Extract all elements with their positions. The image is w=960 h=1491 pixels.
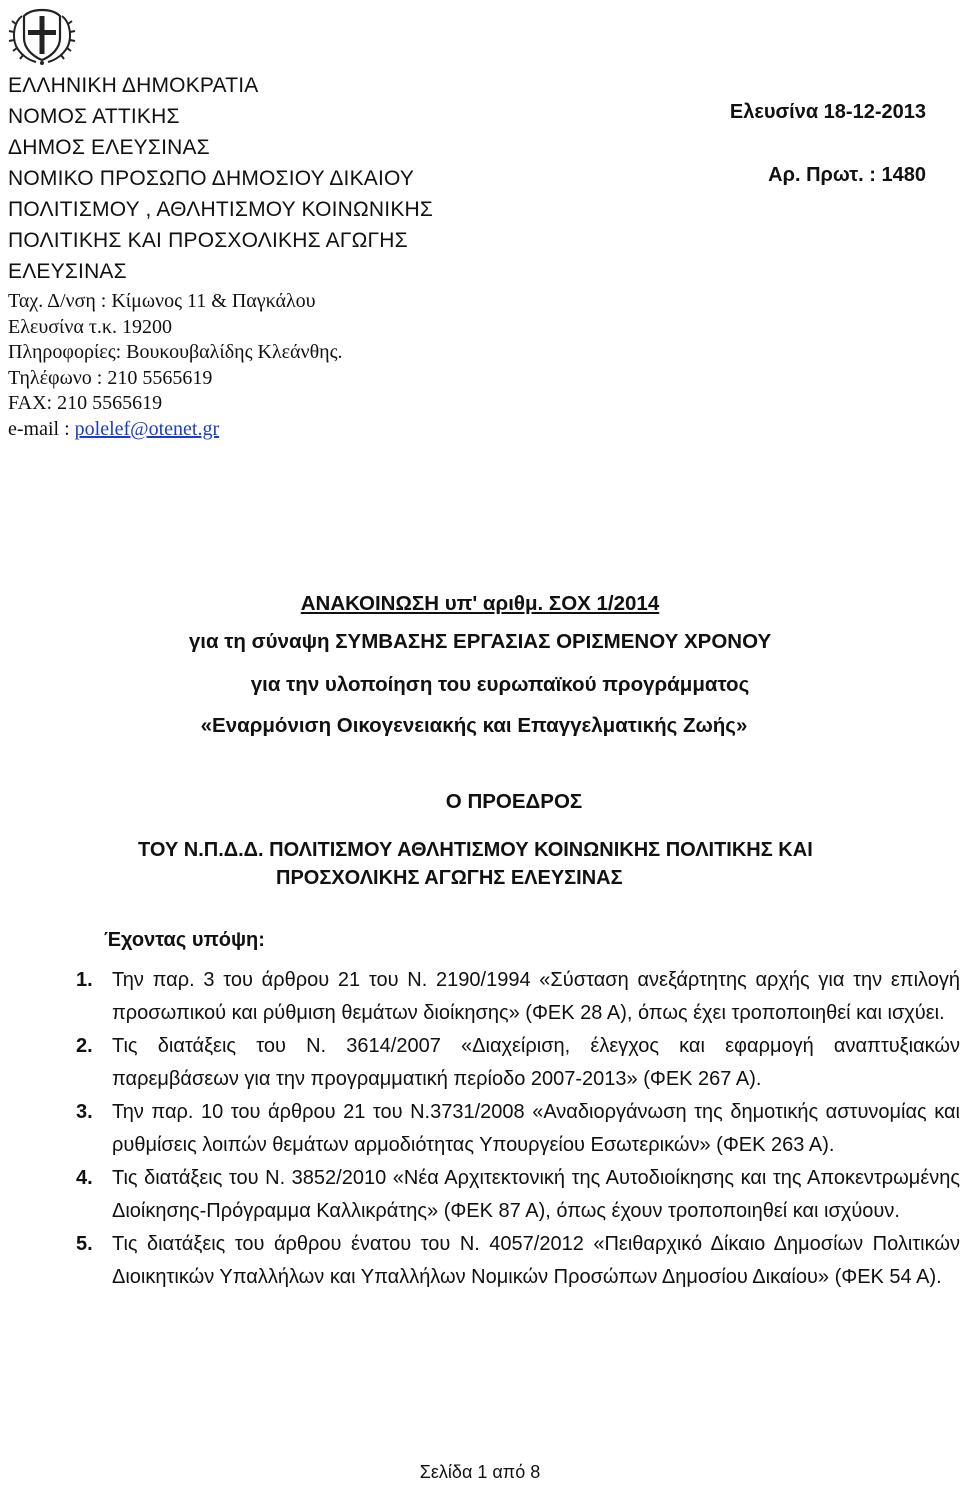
email-label: e-mail : bbox=[8, 417, 75, 440]
item-number: 3. bbox=[76, 1101, 93, 1123]
list-item bbox=[76, 1162, 960, 1227]
greek-coat-of-arms-icon bbox=[6, 2, 78, 66]
list-item bbox=[76, 1096, 960, 1161]
item-number: 2. bbox=[76, 1035, 93, 1057]
phone-line: Τηλέφωνο : 210 5565619 bbox=[8, 366, 213, 389]
contact-details bbox=[8, 289, 628, 442]
issuer-body bbox=[138, 836, 813, 892]
announcement-title: ΑΝΑΚΟΙΝΩΣΗ υπ' αριθμ. ΣΟΧ 1/2014 bbox=[300, 592, 660, 615]
email-line bbox=[8, 417, 628, 443]
address-line: Ελευσίνα τ.κ. 19200 bbox=[8, 315, 173, 338]
header-line: ΝΟΜΙΚΟ ΠΡΟΣΩΠΟ ΔΗΜΟΣΙΟΥ ΔΙΚΑΙΟΥ bbox=[8, 167, 415, 190]
item-number: 5. bbox=[76, 1233, 93, 1255]
considering-heading: Έχοντας υπόψη: bbox=[104, 929, 265, 951]
item-number: 1. bbox=[76, 969, 93, 991]
item-text: Την παρ. 10 του άρθρου 21 του Ν.3731/2008 «Αναδιοργάνωση της δημοτικής αστυνομίας και ρυθμίσεις λοιπών θεμάτων αρμοδιότητας Υπουργείου Εσωτερικών» (ΦΕΚ 263 Α). bbox=[112, 1101, 960, 1156]
address-line: Ταχ. Δ/νση : Κίμωνος 11 & Παγκάλου bbox=[8, 290, 316, 312]
fax-line: FAX: 210 5565619 bbox=[8, 392, 163, 414]
announcement-program-line: για την υλοποίηση του ευρωπαϊκού προγράμματος bbox=[250, 673, 750, 696]
item-number: 4. bbox=[76, 1167, 93, 1189]
header-line: ΠΟΛΙΤΙΣΜΟΥ , ΑΘΛΗΤΙΣΜΟΥ ΚΟΙΝΩΝΙΚΗΣ bbox=[8, 198, 434, 221]
program-name: «Εναρμόνιση Οικογενειακής και Επαγγελματικής Ζωής» bbox=[200, 714, 748, 737]
email-link[interactable]: polelef@otenet.gr bbox=[74, 417, 220, 440]
item-text: Την παρ. 3 του άρθρου 21 του Ν. 2190/1994 «Σύσταση ανεξάρτητης αρχής για την επιλογή προσωπικού και ρύθμιση θεμάτων διοίκησης» (ΦΕΚ 28 Α), όπως έχει τροποποιηθεί και ισχύει. bbox=[112, 969, 960, 1024]
issuer-title: Ο ΠΡΟΕΔΡΟΣ bbox=[445, 790, 583, 813]
header-line: ΝΟΜΟΣ ΑΤΤΙΚΗΣ bbox=[8, 105, 180, 128]
issuer-line: ΠΡΟΣΧΟΛΙΚΗΣ ΑΓΩΓΗΣ ΕΛΕΥΣΙΝΑΣ bbox=[276, 867, 623, 889]
issuing-authority-block bbox=[8, 70, 628, 442]
list-item bbox=[76, 964, 960, 1029]
header-line: ΔΗΜΟΣ ΕΛΕΥΣΙΝΑΣ bbox=[8, 136, 210, 159]
item-text: Τις διατάξεις του Ν. 3614/2007 «Διαχείριση, έλεγχος και εφαρμογή αναπτυξιακών παρεμβάσεων για την προγραμματική περίοδο 2007-2013» (ΦΕΚ 267 Α). bbox=[112, 1035, 960, 1090]
list-item bbox=[76, 1228, 960, 1293]
announcement-subtitle: για τη σύναψη ΣΥΜΒΑΣΗΣ ΕΡΓΑΣΙΑΣ ΟΡΙΣΜΕΝΟΥ ΧΡΟΝΟΥ bbox=[188, 630, 772, 653]
item-text: Τις διατάξεις του Ν. 3852/2010 «Νέα Αρχιτεκτονική της Αυτοδιοίκησης και της Αποκεντρωμένης Διοίκησης-Πρόγραμμα Καλλικράτης» (ΦΕΚ 87 Α), όπως έχουν τροποποιηθεί και ισχύουν. bbox=[112, 1167, 960, 1222]
legal-basis-list bbox=[76, 964, 960, 1294]
page-number: Σελίδα 1 από 8 bbox=[419, 1462, 541, 1482]
issuer-line: ΤΟΥ Ν.Π.Δ.Δ. ΠΟΛΙΤΙΣΜΟΥ ΑΘΛΗΤΙΣΜΟΥ ΚΟΙΝΩΝΙΚΗΣ ΠΟΛΙΤΙΚΗΣ ΚΑΙ bbox=[138, 839, 813, 861]
header-line: ΕΛΛΗΝΙΚΗ ΔΗΜΟΚΡΑΤΙΑ bbox=[8, 74, 259, 97]
item-text: Τις διατάξεις του άρθρου ένατου του Ν. 4057/2012 «Πειθαρχικό Δίκαιο Δημοσίων Πολιτικών Διοικητικών Υπαλλήλων και Υπαλλήλων Νομικών Προσώπων Δημοσίου Δικαίου» (ΦΕΚ 54 Α). bbox=[112, 1233, 960, 1288]
header-line: ΠΟΛΙΤΙΚΗΣ ΚΑΙ ΠΡΟΣΧΟΛΙΚΗΣ ΑΓΩΓΗΣ bbox=[8, 229, 408, 252]
document-date: Ελευσίνα 18-12-2013 bbox=[729, 101, 926, 123]
header-line: ΕΛΕΥΣΙΝΑΣ bbox=[8, 260, 127, 283]
list-item bbox=[76, 1030, 960, 1095]
address-line: Πληροφορίες: Βουκουβαλίδης Κλεάνθης. bbox=[8, 341, 343, 363]
protocol-number: Αρ. Πρωτ. : 1480 bbox=[768, 164, 926, 186]
